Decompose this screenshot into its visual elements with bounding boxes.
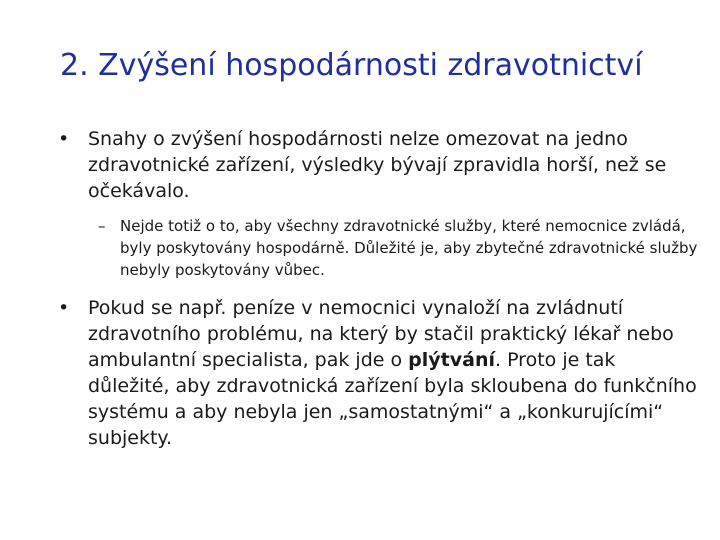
bullet-item-1 [58, 126, 698, 204]
bullet-marker: • [58, 297, 70, 319]
slide-title: 2. Zvýšení hospodárnosti zdravotnictví [60, 48, 643, 83]
sub-bullet-marker: – [98, 217, 106, 235]
sub-bullet-item-1 [98, 215, 698, 281]
bullet-text-1: Snahy o zvýšení hospodárnosti nelze omezovat na jedno zdravotnické zařízení, výsledky bývají zpravidla horší, než se očekávalo. [88, 128, 667, 202]
bullet-item-2 [58, 295, 698, 451]
bullet-text-2-part-2: . Proto je tak důležité, aby zdravotnická zařízení byla skloubena do funkčního systému a aby nebyla jen „samostatnými“ a „konkurujícími“ subjekty. [88, 349, 697, 449]
slide-content [58, 126, 698, 451]
bullet-text-2-part-1: Pokud se např. peníze v nemocnici vynaloží na zvládnutí zdravotního problému, na který by stačil praktický lékař nebo ambulantní specialista, pak jde o [88, 297, 674, 371]
sub-bullet-text-1: Nejde totiž o to, aby všechny zdravotnické služby, které nemocnice zvládá, byly poskytovány hospodárně. Důležité je, aby zbytečné zdravotnické služby nebyly poskytovány vůbec. [120, 217, 698, 279]
bullet-text-2-emphasis: plýtvání [408, 349, 495, 371]
bullet-marker: • [58, 128, 70, 150]
